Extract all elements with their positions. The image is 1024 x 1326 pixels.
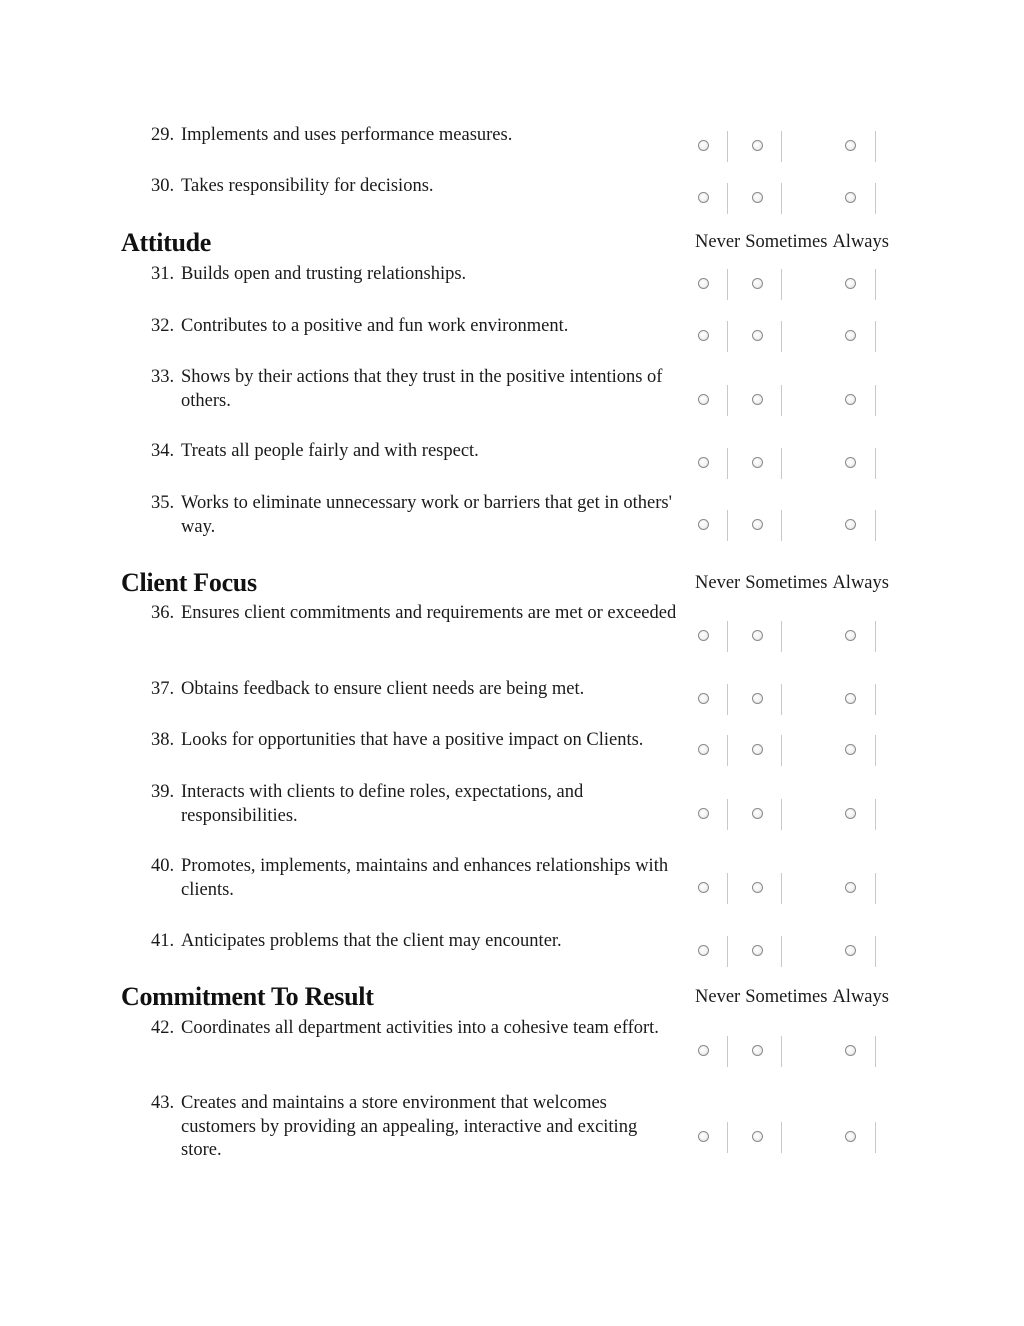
- column-divider: [875, 448, 876, 479]
- radio-sometimes-q35[interactable]: [752, 519, 763, 530]
- question-number: 41.: [151, 931, 175, 951]
- column-divider: [781, 735, 782, 766]
- scale-label-always: Always: [832, 573, 889, 593]
- rating-scale-header: [695, 986, 894, 1008]
- radio-sometimes-q40[interactable]: [752, 882, 763, 893]
- radio-always-q41[interactable]: [845, 945, 856, 956]
- column-divider: [727, 1122, 728, 1153]
- question-number: 35.: [151, 493, 175, 513]
- scale-label-always: Always: [832, 987, 889, 1007]
- radio-sometimes-q32[interactable]: [752, 330, 763, 341]
- scale-label-never: Never: [695, 232, 741, 252]
- question-number: 31.: [151, 264, 175, 284]
- column-divider: [875, 510, 876, 541]
- radio-always-q29[interactable]: [845, 140, 856, 151]
- radio-never-q36[interactable]: [698, 630, 709, 641]
- column-divider: [875, 735, 876, 766]
- radio-never-q41[interactable]: [698, 945, 709, 956]
- radio-never-q33[interactable]: [698, 394, 709, 405]
- column-divider: [727, 1036, 728, 1067]
- radio-sometimes-q29[interactable]: [752, 140, 763, 151]
- section-heading-attitude: Attitude: [121, 228, 212, 257]
- question-number: 38.: [151, 730, 175, 750]
- radio-never-q38[interactable]: [698, 744, 709, 755]
- radio-sometimes-q36[interactable]: [752, 630, 763, 641]
- column-divider: [875, 621, 876, 652]
- question-text: Promotes, implements, maintains and enhances relationships with clients.: [181, 856, 669, 900]
- question-text: Works to eliminate unnecessary work or barriers that get in others' way.: [181, 493, 672, 537]
- question-37: [151, 678, 679, 702]
- radio-always-q39[interactable]: [845, 808, 856, 819]
- column-divider: [875, 269, 876, 300]
- column-divider: [727, 385, 728, 416]
- question-38: [151, 729, 679, 753]
- radio-sometimes-q30[interactable]: [752, 192, 763, 203]
- radio-sometimes-q43[interactable]: [752, 1131, 763, 1142]
- question-number: 36.: [151, 603, 175, 623]
- column-divider: [875, 936, 876, 967]
- scale-label-always: Always: [832, 232, 889, 252]
- column-divider: [875, 385, 876, 416]
- scale-label-sometimes: Sometimes: [745, 232, 828, 252]
- radio-never-q39[interactable]: [698, 808, 709, 819]
- column-divider: [875, 799, 876, 830]
- column-divider: [727, 936, 728, 967]
- radio-never-q30[interactable]: [698, 192, 709, 203]
- question-text: Shows by their actions that they trust in the positive intentions of others.: [181, 367, 663, 411]
- column-divider: [875, 1122, 876, 1153]
- question-number: 30.: [151, 176, 175, 196]
- question-text: Creates and maintains a store environment that welcomes customers by providing an appealing, interactive and exciting store.: [181, 1093, 638, 1160]
- question-35: [151, 492, 679, 539]
- question-number: 39.: [151, 782, 175, 802]
- scale-label-never: Never: [695, 987, 741, 1007]
- question-text: Contributes to a positive and fun work environment.: [181, 316, 569, 336]
- question-33: [151, 366, 679, 413]
- column-divider: [875, 873, 876, 904]
- column-divider: [781, 269, 782, 300]
- question-36: [151, 602, 679, 626]
- radio-never-q42[interactable]: [698, 1045, 709, 1056]
- column-divider: [727, 183, 728, 214]
- column-divider: [875, 684, 876, 715]
- column-divider: [781, 385, 782, 416]
- radio-never-q40[interactable]: [698, 882, 709, 893]
- question-39: [151, 781, 679, 828]
- radio-always-q37[interactable]: [845, 693, 856, 704]
- column-divider: [727, 510, 728, 541]
- radio-always-q33[interactable]: [845, 394, 856, 405]
- question-text: Takes responsibility for decisions.: [181, 176, 434, 196]
- question-text: Ensures client commitments and requirements are met or exceeded: [181, 603, 677, 623]
- radio-always-q43[interactable]: [845, 1131, 856, 1142]
- question-number: 34.: [151, 441, 175, 461]
- rating-scale-header: [695, 231, 894, 253]
- question-31: [151, 263, 679, 287]
- question-text: Implements and uses performance measures.: [181, 125, 513, 145]
- rating-scale-header: [695, 572, 894, 594]
- column-divider: [781, 448, 782, 479]
- radio-always-q34[interactable]: [845, 457, 856, 468]
- question-text: Obtains feedback to ensure client needs are being met.: [181, 679, 585, 699]
- question-number: 37.: [151, 679, 175, 699]
- question-text: Treats all people fairly and with respect.: [181, 441, 479, 461]
- column-divider: [781, 131, 782, 162]
- column-divider: [727, 269, 728, 300]
- scale-label-sometimes: Sometimes: [745, 987, 828, 1007]
- radio-always-q32[interactable]: [845, 330, 856, 341]
- scale-label-never: Never: [695, 573, 741, 593]
- column-divider: [875, 183, 876, 214]
- question-number: 32.: [151, 316, 175, 336]
- column-divider: [781, 510, 782, 541]
- radio-always-q30[interactable]: [845, 192, 856, 203]
- question-41: [151, 930, 679, 954]
- column-divider: [781, 1036, 782, 1067]
- radio-sometimes-q41[interactable]: [752, 945, 763, 956]
- radio-sometimes-q42[interactable]: [752, 1045, 763, 1056]
- question-number: 40.: [151, 856, 175, 876]
- column-divider: [727, 131, 728, 162]
- scale-label-sometimes: Sometimes: [745, 573, 828, 593]
- column-divider: [781, 321, 782, 352]
- radio-never-q32[interactable]: [698, 330, 709, 341]
- section-heading-commitment-to-result: Commitment To Result: [121, 982, 374, 1011]
- radio-sometimes-q39[interactable]: [752, 808, 763, 819]
- radio-always-q42[interactable]: [845, 1045, 856, 1056]
- question-43: [151, 1092, 679, 1163]
- question-number: 29.: [151, 125, 175, 145]
- column-divider: [781, 684, 782, 715]
- question-number: 43.: [151, 1093, 175, 1113]
- question-29: [151, 124, 679, 148]
- radio-sometimes-q34[interactable]: [752, 457, 763, 468]
- radio-sometimes-q31[interactable]: [752, 278, 763, 289]
- column-divider: [727, 873, 728, 904]
- column-divider: [727, 448, 728, 479]
- question-text: Anticipates problems that the client may encounter.: [181, 931, 562, 951]
- radio-never-q37[interactable]: [698, 693, 709, 704]
- question-30: [151, 175, 679, 199]
- column-divider: [727, 684, 728, 715]
- column-divider: [781, 936, 782, 967]
- question-number: 42.: [151, 1018, 175, 1038]
- radio-never-q34[interactable]: [698, 457, 709, 468]
- radio-sometimes-q38[interactable]: [752, 744, 763, 755]
- column-divider: [727, 799, 728, 830]
- radio-never-q35[interactable]: [698, 519, 709, 530]
- radio-sometimes-q37[interactable]: [752, 693, 763, 704]
- column-divider: [781, 621, 782, 652]
- column-divider: [781, 873, 782, 904]
- question-34: [151, 440, 679, 464]
- question-42: [151, 1017, 679, 1041]
- question-32: [151, 315, 679, 339]
- radio-never-q43[interactable]: [698, 1131, 709, 1142]
- column-divider: [727, 321, 728, 352]
- question-text: Coordinates all department activities into a cohesive team effort.: [181, 1018, 659, 1038]
- column-divider: [727, 735, 728, 766]
- radio-sometimes-q33[interactable]: [752, 394, 763, 405]
- radio-always-q31[interactable]: [845, 278, 856, 289]
- section-heading-client-focus: Client Focus: [121, 568, 257, 597]
- column-divider: [875, 131, 876, 162]
- radio-always-q35[interactable]: [845, 519, 856, 530]
- radio-never-q29[interactable]: [698, 140, 709, 151]
- question-40: [151, 855, 679, 902]
- question-text: Interacts with clients to define roles, expectations, and responsibilities.: [181, 782, 584, 826]
- radio-always-q38[interactable]: [845, 744, 856, 755]
- column-divider: [781, 183, 782, 214]
- column-divider: [875, 321, 876, 352]
- question-text: Builds open and trusting relationships.: [181, 264, 467, 284]
- column-divider: [875, 1036, 876, 1067]
- question-number: 33.: [151, 367, 175, 387]
- column-divider: [781, 799, 782, 830]
- radio-always-q40[interactable]: [845, 882, 856, 893]
- question-text: Looks for opportunities that have a positive impact on Clients.: [181, 730, 644, 750]
- radio-always-q36[interactable]: [845, 630, 856, 641]
- radio-never-q31[interactable]: [698, 278, 709, 289]
- column-divider: [781, 1122, 782, 1153]
- column-divider: [727, 621, 728, 652]
